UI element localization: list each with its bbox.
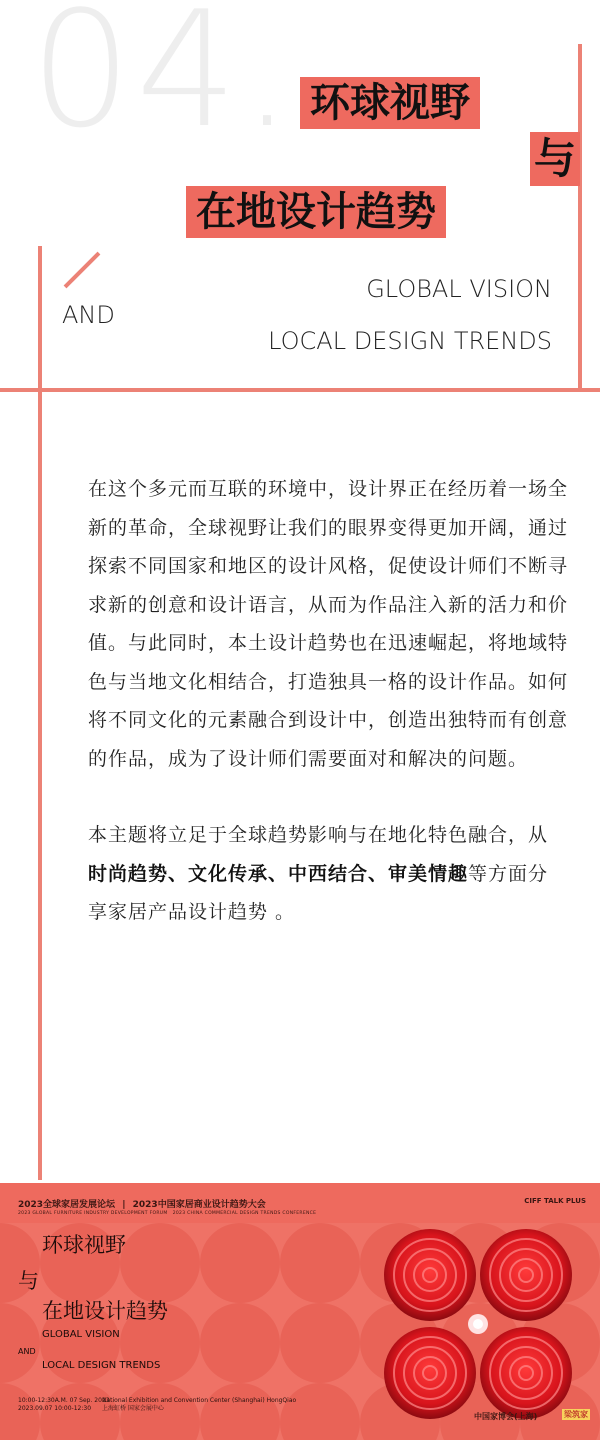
article-body	[88, 470, 568, 932]
event-venue-cn: 上海虹桥 国家会展中心	[102, 1405, 164, 1412]
section-number: 04.	[30, 0, 297, 163]
banner-en-and: AND	[18, 1347, 36, 1356]
event-banner	[0, 1183, 600, 1440]
talk-plus-logo: CIFF TALK PLUS	[524, 1197, 586, 1205]
title-line-2: 在地设计趋势	[186, 186, 446, 238]
ciff-logo: 中国家博会(上海)	[474, 1412, 538, 1421]
title-line-1: 环球视野	[300, 77, 480, 129]
forum-2: 2023中国家居商业设计趋势大会	[132, 1200, 266, 1210]
forum-1-en: 2023 GLOBAL FURNITURE INDUSTRY DEVELOPMENT FORUM	[18, 1211, 168, 1216]
banner-title-line-2: 在地设计趋势	[42, 1299, 168, 1323]
title-connector: 与	[530, 132, 580, 186]
divider-vertical-right	[578, 44, 582, 392]
paragraph-1: 在这个多元而互联的环境中，设计界正在经历着一场全新的革命，全球视野让我们的眼界变得更加开阔，通过探索不同国家和地区的设计风格，促使设计师们不断寻求新的创意和设计语言，从而为作品注入新的活力和价值。与此同时，本土设计趋势也在迅速崛起，将地域特色与当地文化相结合，打造独具一格的设计作品。如何将不同文化的元素融合到设计中，创造出独特而有创意的作品，成为了设计师们需要面对和解决的问题。	[88, 478, 569, 770]
forum-en	[18, 1211, 316, 1216]
forum-divider: |	[122, 1200, 126, 1210]
divider-vertical-left	[38, 246, 42, 1180]
paragraph-2-highlight: 时尚趋势、文化传承、中西结合、审美情趣	[88, 862, 469, 885]
divider-horizontal	[0, 388, 600, 392]
paragraph-2	[88, 816, 568, 932]
partner-logo: 梁筑家	[564, 1410, 588, 1419]
english-line-2: LOCAL DESIGN TRENDS	[268, 327, 552, 355]
event-time	[18, 1397, 110, 1413]
banner-en-line-1: GLOBAL VISION	[42, 1329, 120, 1340]
event-time-en: 10:00-12:30A.M. 07 Sep. 2023	[18, 1397, 110, 1404]
forum-2-en: 2023 CHINA COMMERCIAL DESIGN TRENDS CONFERENCE	[172, 1211, 317, 1216]
event-venue	[102, 1397, 296, 1413]
banner-title-connector: 与	[18, 1269, 39, 1293]
banner-title-line-1: 环球视野	[42, 1233, 126, 1257]
english-and: AND	[62, 301, 115, 329]
paragraph-2-tail: 等方面分享家居产品设计趋势 。	[88, 862, 549, 923]
diagonal-divider	[64, 252, 101, 289]
banner-forum-header	[18, 1197, 316, 1216]
flower-emblem-icon	[378, 1223, 578, 1433]
event-venue-en: National Exhibition and Convention Center (Shanghai) HongQiao	[102, 1397, 297, 1404]
event-time-cn: 2023.09.07 10:00-12:30	[18, 1405, 92, 1412]
forum-1: 2023全球家居发展论坛	[18, 1200, 116, 1210]
english-line-1: GLOBAL VISION	[366, 275, 552, 303]
paragraph-2-lead: 本主题将立足于全球趋势影响与在地化特色融合，从	[88, 824, 549, 846]
banner-en-line-2: LOCAL DESIGN TRENDS	[42, 1360, 161, 1371]
